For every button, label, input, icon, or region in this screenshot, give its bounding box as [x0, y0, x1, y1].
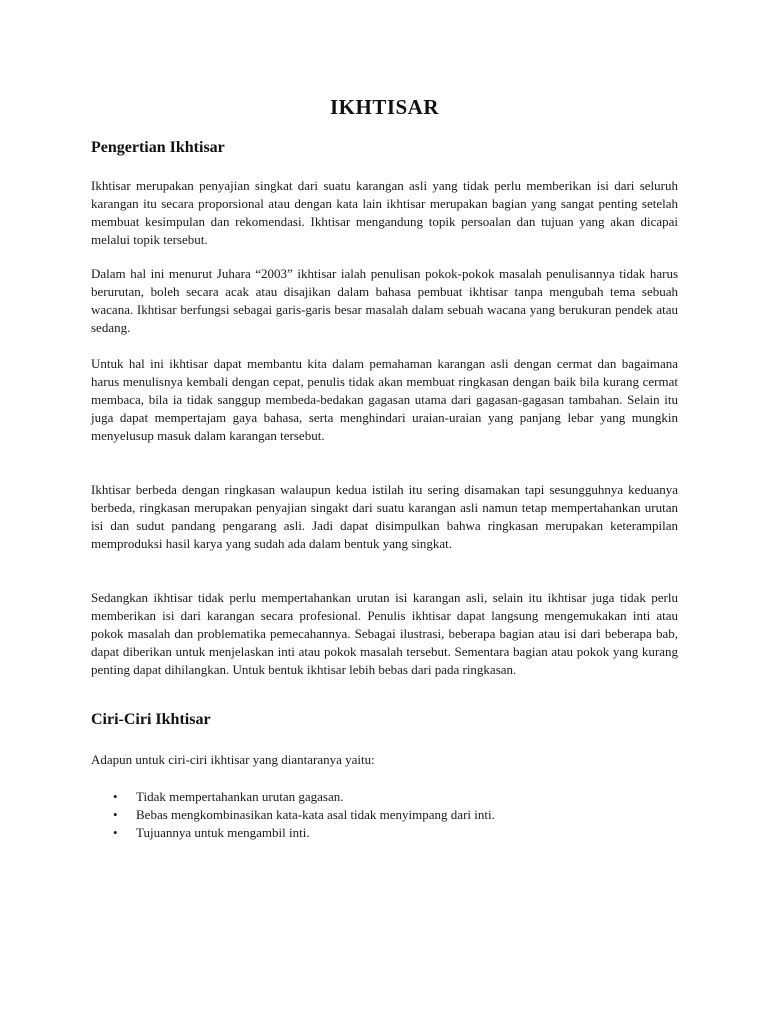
list-item-text: Bebas mengkombinasikan kata-kata asal tidak menyimpang dari inti. [136, 807, 495, 822]
document-title: IKHTISAR [329, 95, 440, 119]
paragraph: Adapun untuk ciri-ciri ikhtisar yang diantaranya yaitu: [91, 752, 375, 767]
list-item-text: Tidak mempertahankan urutan gagasan. [136, 789, 344, 804]
list-item [91, 824, 678, 842]
paragraph: Dalam hal ini menurut Juhara “2003” ikhtisar ialah penulisan pokok-pokok masalah penulisannya tidak harus berurutan, boleh secara acak atau disajikan dalam bahasa pembuat ikhtisar tanpa mengubah tema sebuah wacana. Ikhtisar berfungsi sebagai garis-garis besar masalah dalam sebuah wacana yang berukuran pendek atau sedang. [91, 266, 678, 335]
list-item [91, 788, 678, 806]
paragraph: Sedangkan ikhtisar tidak perlu mempertahankan urutan isi karangan asli, selain itu ikhtisar juga tidak perlu memberikan isi dari karangan secara profesional. Penulis ikhtisar dapat langsung mengemukakan inti atau pokok masalah dan problematika pemecahannya. Sebagai ilustrasi, beberapa bagian atau isi dari beberapa bab, dapat diberikan untuk menjelaskan inti atau pokok masalah tersebut. Sementara bagian atau pokok yang kurang penting dapat dihilangkan. Untuk bentuk ikhtisar lebih bebas dari pada ringkasan. [91, 590, 678, 677]
bullet-icon: • [113, 789, 118, 804]
bullet-icon: • [113, 807, 118, 822]
list-item [91, 806, 678, 824]
section-heading-ciri-ciri: Ciri-Ciri Ikhtisar [91, 711, 211, 728]
list-item-text: Tujuannya untuk mengambil inti. [136, 825, 310, 840]
paragraph: Untuk hal ini ikhtisar dapat membantu kita dalam pemahaman karangan asli dengan cermat dan bagaimana harus menulisnya kembali dengan cepat, penulis tidak akan membuat ringkasan dengan baik bila kurang cermat membaca, bila ia tidak sanggup membeda-bedakan gagasan utama dari gagasan-gagasan tambahan. Selain itu juga dapat mempertajam gaya bahasa, serta menghindari uraian-uraian yang panjang lebar yang mungkin menyelusup masuk dalam karangan tersebut. [91, 356, 678, 443]
bullet-list [91, 788, 678, 842]
section-heading-pengertian: Pengertian Ikhtisar [91, 139, 225, 156]
paragraph: Ikhtisar merupakan penyajian singkat dari suatu karangan asli yang tidak perlu memberikan isi dari seluruh karangan itu secara proporsional atau dengan kata lain ikhtisar merupakan bagian yang sangat penting setelah membuat kesimpulan dan rekomendasi. Ikhtisar mengandung topik persoalan dan tujuan yang akan dicapai melalui topik tersebut. [91, 178, 678, 247]
paragraph: Ikhtisar berbeda dengan ringkasan walaupun kedua istilah itu sering disamakan tapi sesungguhnya keduanya berbeda, ringkasan merupakan penyajian singakt dari suatu karangan asli namun tetap mempertahankan urutan isi dan sudut pandang pengarang asli. Jadi dapat disimpulkan bahwa ringkasan merupakan keterampilan memproduksi hasil karya yang sudah ada dalam bentuk yang singkat. [91, 482, 678, 551]
bullet-icon: • [113, 825, 118, 840]
